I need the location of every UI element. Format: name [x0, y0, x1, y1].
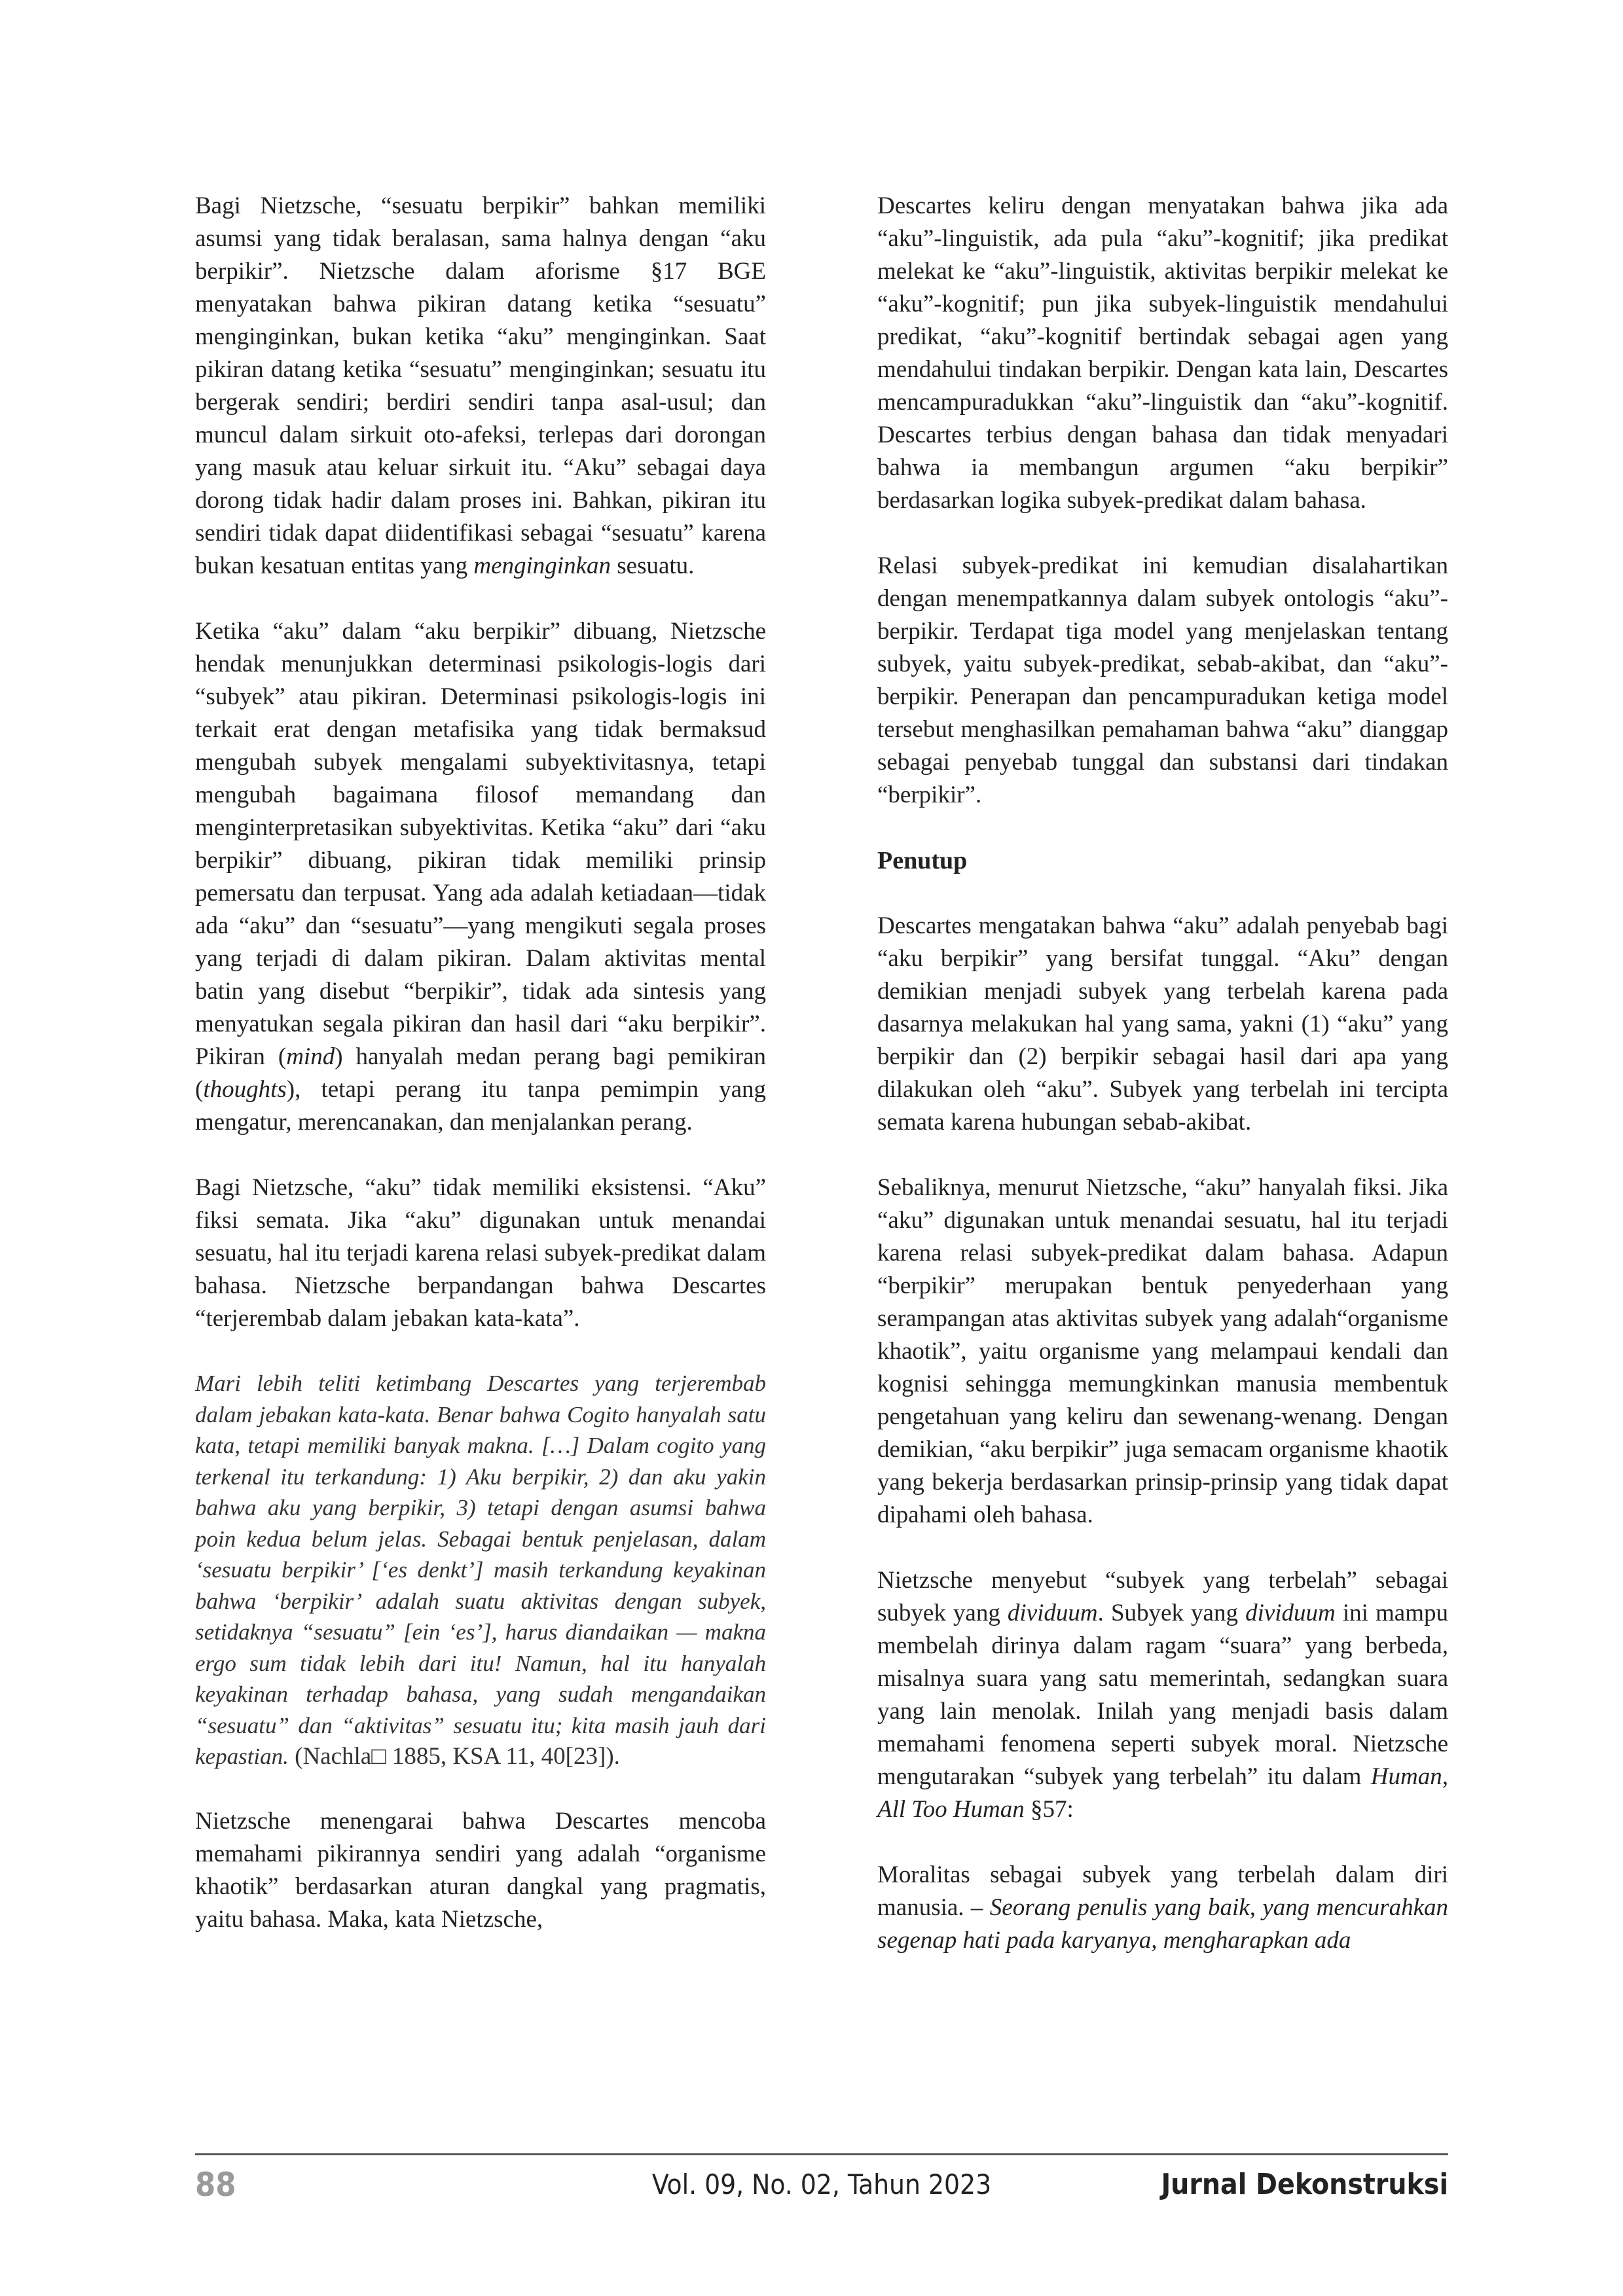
- block-quote: [195, 1368, 766, 1772]
- paragraph: [195, 615, 766, 1139]
- volume-info: Vol. 09, No. 02, Tahun 2023: [651, 2168, 992, 2200]
- paragraph: [877, 1564, 1448, 1826]
- paragraph: [195, 190, 766, 583]
- page-footer: [195, 2165, 1448, 2204]
- italic-term: menginginkan: [473, 552, 611, 579]
- paragraph: Bagi Nietzsche, “aku” tidak memiliki eksistensi. “Aku” fiksi semata. Jika “aku” digunakan untuk menandai sesuatu, hal itu terjadi karena relasi subyek-predikat dalam bahasa. Nietzsche berpandangan bahwa Descartes “terjerembab dalam jebakan kata-kata”.: [195, 1174, 766, 1332]
- text-run: Moralitas sebagai subyek yang terbelah dalam diri manusia. –: [877, 1861, 1448, 1921]
- text-run: sesuatu.: [611, 552, 695, 579]
- italic-term: mind: [286, 1043, 335, 1070]
- paragraph: Relasi subyek-predikat ini kemudian disalahartikan dengan menempatkannya dalam subyek ontologis “aku”-berpikir. Terdapat tiga model yang menjelaskan tentang subyek, yaitu subyek-predikat, sebab-akibat, dan “aku”-berpikir. Penerapan dan pencampuradukan ketiga model tersebut menghasilkan pemahaman bahwa “aku” dianggap sebagai penyebab tunggal dan substansi dari tindakan “berpikir”.: [877, 552, 1448, 808]
- right-column: [877, 190, 1448, 1990]
- italic-term: Human, All Too Human: [877, 1763, 1448, 1823]
- italic-term: thoughts: [203, 1076, 287, 1103]
- paragraph: Sebaliknya, menurut Nietzsche, “aku” hanyalah fiksi. Jika “aku” digunakan untuk menandai sesuatu, hal itu terjadi karena relasi subyek-predikat dalam bahasa. Adapun “berpikir” merupakan bentuk penyederhaan yang serampangan atas aktivitas subyek yang adalah“organisme khaotik”, yaitu organisme yang melampaui kendali dan kognisi sehingga memungkinkan manusia membentuk pengetahuan yang keliru dan sewenang-wenang. Dengan demikian, “aku berpikir” juga semacam organisme khaotik yang bekerja berdasarkan prinsip-prinsip yang tidak dapat dipahami oleh bahasa.: [877, 1174, 1448, 1528]
- paragraph: Nietzsche menengarai bahwa Descartes mencoba memahami pikirannya sendiri yang adalah “organisme khaotik” berdasarkan aturan dangkal yang pragmatis, yaitu bahasa. Maka, kata Nietzsche,: [195, 1807, 766, 1933]
- text-run: ini mampu membelah dirinya dalam ragam “suara” yang berbeda, misalnya suara yang satu memerintah, sedangkan suara yang lain menolak. Inilah yang menjadi basis dalam memahami fenomena seperti subyek moral. Nietzsche mengutarakan “subyek yang terbelah” itu dalam: [877, 1600, 1448, 1790]
- text-run: Nietzsche menyebut “subyek yang terbelah” sebagai subyek yang: [877, 1567, 1448, 1626]
- section-heading: Penutup: [877, 847, 968, 874]
- text-run: ), tetapi perang itu tanpa pemimpin yang mengatur, merencanakan, dan menjalankan perang.: [195, 1076, 766, 1136]
- text-run: ) hanyalah medan perang bagi pemikiran (: [195, 1043, 767, 1103]
- text-run: §57:: [1024, 1796, 1074, 1823]
- quote-text: Mari lebih teliti ketimbang Descartes yang terjerembab dalam jebakan kata-kata. Benar bahwa Cogito hanyalah satu kata, tetapi memiliki banyak makna. […] Dalam cogito yang terkenal itu terkandung: 1) Aku berpikir, 2) dan aku yakin bahwa aku yang berpikir, 3) tetapi dengan asumsi bahwa poin kedua belum jelas. Sebagai bentuk penjelasan, dalam ‘sesuatu berpikir’ [‘es denkt’] masih terkandung keyakinan bahwa ‘berpikir’ adalah suatu aktivitas dengan subyek, setidaknya “sesuatu” [ein ‘es’], harus diandaikan — makna ergo sum tidak lebih dari itu! Namun, hal itu hanyalah keyakinan terhadap bahasa, yang sudah mengandaikan “sesuatu” dan “aktivitas” sesuatu itu; kita masih jauh dari kepastian.: [195, 1371, 766, 1769]
- footer-divider: [195, 2153, 1448, 2155]
- paragraph: [877, 1859, 1448, 1957]
- journal-name: Jurnal Dekonstruksi: [1161, 2168, 1448, 2201]
- italic-term: dividuum: [1007, 1600, 1098, 1626]
- page-number: 88: [195, 2166, 236, 2204]
- left-column: [195, 190, 766, 1969]
- paragraph: Descartes keliru dengan menyatakan bahwa jika ada “aku”-linguistik, ada pula “aku”-kognitif; jika predikat melekat ke “aku”-linguistik, aktivitas berpikir melekat ke “aku”-kognitif; pun jika subyek-linguistik mendahului predikat, “aku”-kognitif bertindak sebagai agen yang mendahului tindakan berpikir. Dengan kata lain, Descartes mencampuradukkan “aku”-linguistik dan “aku”-kognitif. Descartes terbius dengan bahasa dan tidak menyadari bahwa ia membangun argumen “aku berpikir” berdasarkan logika subyek-predikat dalam bahasa.: [877, 192, 1448, 514]
- quote-citation: (Nachla□ 1885, KSA 11, 40[23]).: [288, 1743, 620, 1770]
- italic-term: Seorang penulis yang baik, yang mencurahkan segenap hati pada karyanya, mengharapkan ada: [877, 1894, 1448, 1954]
- paragraph: Descartes mengatakan bahwa “aku” adalah penyebab bagi “aku berpikir” yang bersifat tunggal. “Aku” dengan demikian menjadi subyek yang terbelah karena pada dasarnya melakukan hal yang sama, yakni (1) “aku” yang berpikir dan (2) berpikir sebagai hasil dari apa yang dilakukan oleh “aku”. Subyek yang terbelah ini tercipta semata karena hubungan sebab-akibat.: [877, 912, 1448, 1136]
- italic-term: dividuum: [1245, 1600, 1336, 1626]
- text-run: Bagi Nietzsche, “sesuatu berpikir” bahkan memiliki asumsi yang tidak beralasan, sama halnya dengan “aku berpikir”. Nietzsche dalam aforisme §17 BGE menyatakan bahwa pikiran datang ketika “sesuatu” menginginkan, bukan ketika “aku” menginginkan. Saat pikiran datang ketika “sesuatu” menginginkan; sesuatu itu bergerak sendiri; berdiri sendiri tanpa asal-usul; dan muncul dalam sirkuit oto-afeksi, terlepas dari dorongan yang masuk atau keluar sirkuit itu. “Aku” sebagai daya dorong tidak hadir dalam proses ini. Bahkan, pikiran itu sendiri tidak dapat diidentifikasi sebagai “sesuatu” karena bukan kesatuan entitas yang: [195, 192, 766, 579]
- text-run: Ketika “aku” dalam “aku berpikir” dibuang, Nietzsche hendak menunjukkan determinasi psikologis-logis dari “subyek” atau pikiran. Determinasi psikologis-logis ini terkait erat dengan metafisika yang tidak bermaksud mengubah subyek mengalami subyektivitasnya, tetapi mengubah bagaimana filosof memandang dan menginterpretasikan subyektivitas. Ketika “aku” dari “aku berpikir” dibuang, pikiran tidak memiliki prinsip pemersatu dan terpusat. Yang ada adalah ketiadaan—tidak ada “aku” dan “sesuatu”—yang mengikuti segala proses yang terjadi di dalam pikiran. Dalam aktivitas mental batin yang disebut “berpikir”, tidak ada sintesis yang menyatukan segala pikiran dan hasil dari “aku berpikir”. Pikiran (: [195, 618, 766, 1070]
- text-run: . Subyek yang: [1097, 1600, 1246, 1626]
